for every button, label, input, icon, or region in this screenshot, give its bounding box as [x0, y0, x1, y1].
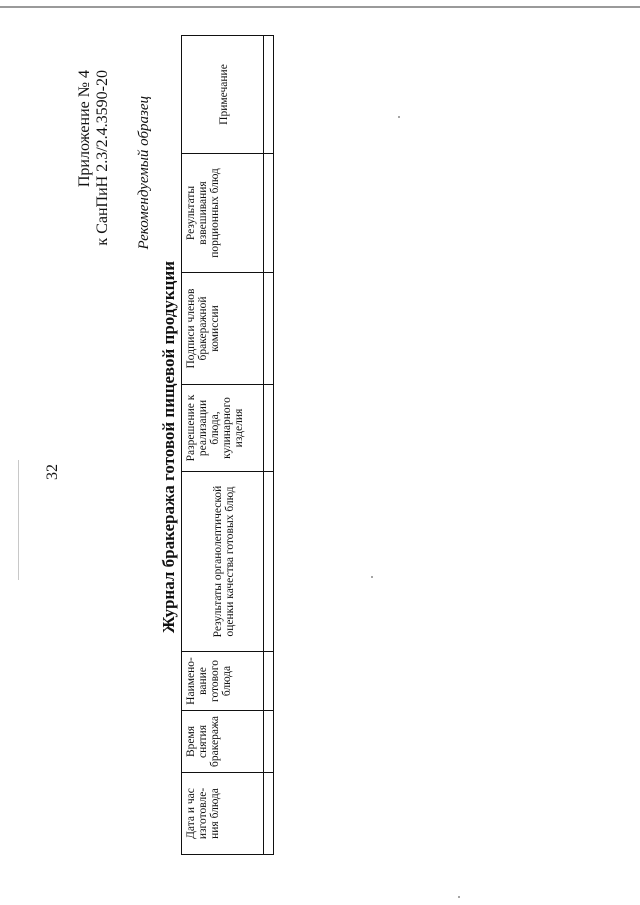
table-cell	[264, 773, 274, 855]
table-cell	[264, 711, 274, 773]
table-cell	[264, 36, 274, 154]
column-header: Дата и час изготовле- ния блюда	[182, 773, 264, 855]
column-header: Наимено- вание готового блюда	[182, 652, 264, 711]
journal-table	[181, 35, 274, 855]
page-number: 32	[44, 464, 61, 480]
journal-title: Журнал бракеража готовой пищевой продукции	[159, 260, 178, 634]
column-header: Примечание	[182, 36, 264, 154]
column-header: Время снятия бракеража	[182, 711, 264, 773]
table-cell	[264, 273, 274, 385]
table-cell	[264, 652, 274, 711]
table-row	[264, 36, 274, 855]
column-header: Разрешение к реализации блюда, кулинарного изделия	[182, 385, 264, 472]
table-cell	[264, 472, 274, 652]
table-cell	[264, 385, 274, 472]
column-header: Результаты органолептической оценки качества готовых блюд	[182, 472, 264, 652]
column-header: Результаты взвешивания порционных блюд	[182, 154, 264, 273]
table-header-row	[182, 36, 264, 855]
column-header: Подписи членов бракеражной комиссии	[182, 273, 264, 385]
table-cell	[264, 154, 274, 273]
recommended-sample-note: Рекомендуемый образец	[136, 96, 152, 250]
appendix-reference: к СанПиН 2.3/2.4.3590-20	[94, 70, 111, 246]
appendix-title: Приложение № 4	[76, 70, 93, 188]
